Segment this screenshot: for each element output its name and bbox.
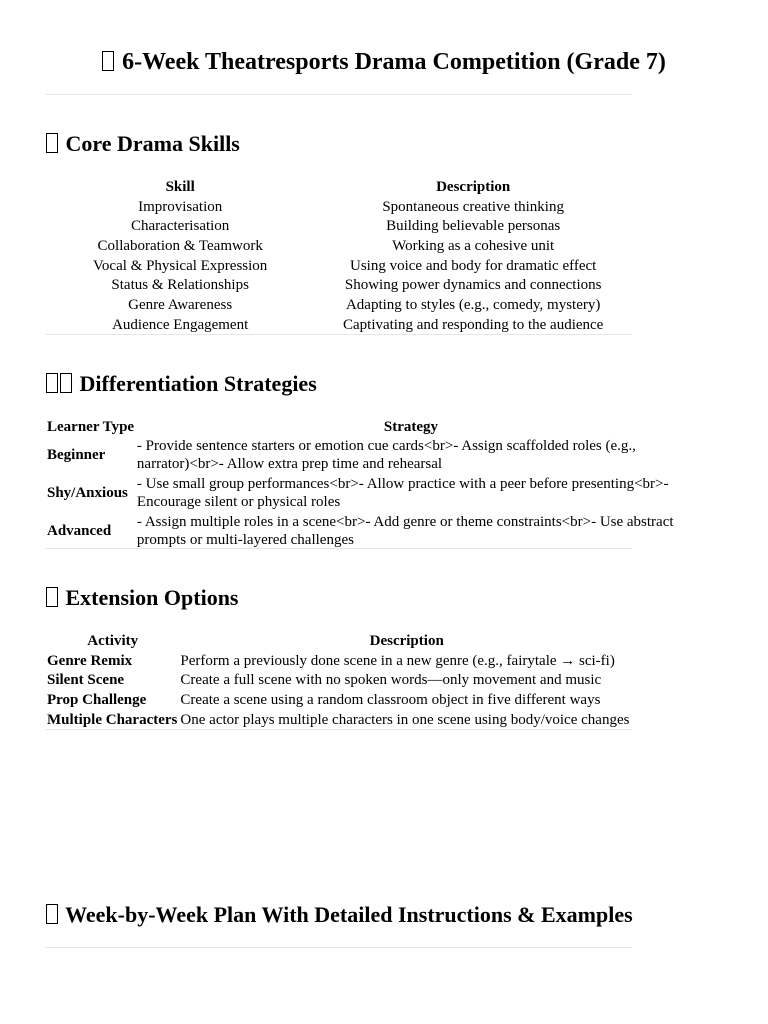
missing-glyph-icon	[46, 587, 58, 607]
table-row	[46, 690, 634, 710]
column-header-description: Description	[436, 178, 511, 195]
missing-glyph-icon	[102, 51, 114, 71]
skill-cell: Collaboration & Teamwork	[97, 237, 263, 254]
activity-cell: Genre Remix	[47, 652, 133, 669]
strategy-cell: - Assign multiple roles in a scene<br>- Add genre or theme constraints<br>- Use abstract prompts or multi-layered challenges	[136, 514, 674, 548]
table-header-row	[46, 417, 686, 436]
skill-cell: Vocal & Physical Expression	[93, 257, 268, 274]
table-row	[46, 197, 632, 217]
column-header-strategy: Strategy	[383, 418, 439, 435]
learner-type-cell: Beginner	[47, 447, 106, 463]
page-title	[0, 44, 768, 80]
core-skills-table	[46, 177, 632, 335]
column-header-skill: Skill	[165, 178, 195, 195]
description-cell: Showing power dynamics and connections	[344, 277, 602, 294]
differentiation-heading-text: Differentiation Strategies	[79, 371, 317, 396]
missing-glyph-icon	[46, 133, 58, 153]
table-row	[46, 256, 632, 276]
skill-cell: Improvisation	[138, 198, 223, 215]
description-cell: Captivating and responding to the audience	[342, 316, 604, 333]
strategy-cell: - Provide sentence starters or emotion cue cards<br>- Assign scaffolded roles (e.g., narrator)<br>- Allow extra prep time and rehearsal	[136, 438, 636, 472]
section-divider	[45, 947, 632, 948]
table-row	[46, 236, 632, 256]
page-title-text: 6-Week Theatresports Drama Competition (Grade 7)	[122, 49, 666, 75]
activity-cell: Prop Challenge	[47, 691, 147, 708]
table-row	[46, 512, 686, 550]
table-header-row	[46, 177, 632, 197]
table-row	[46, 474, 686, 512]
missing-glyph-icon	[46, 373, 58, 393]
table-row	[46, 275, 632, 295]
description-cell: Building believable personas	[386, 218, 561, 235]
table-row	[46, 436, 686, 474]
differentiation-table	[46, 417, 686, 550]
table-header-row	[46, 631, 634, 651]
table-row	[46, 670, 634, 690]
description-cell: Using voice and body for dramatic effect	[350, 257, 597, 274]
section-divider	[45, 729, 632, 730]
differentiation-heading	[46, 369, 317, 399]
column-header-activity: Activity	[87, 632, 139, 649]
activity-cell: Multiple Characters	[47, 711, 178, 728]
strategy-cell: - Use small group performances<br>- Allow practice with a peer before presenting<br>- Encourage silent or physical roles	[136, 476, 669, 510]
skill-cell: Audience Engagement	[112, 316, 249, 333]
table-row	[46, 216, 632, 236]
core-skills-heading-text: Core Drama Skills	[65, 131, 240, 156]
skill-cell: Status & Relationships	[111, 277, 249, 294]
description-cell: One actor plays multiple characters in one scene using body/voice changes	[180, 711, 630, 728]
column-header-description: Description	[369, 632, 444, 649]
extension-table	[46, 631, 634, 729]
learner-type-cell: Advanced	[47, 523, 112, 539]
activity-cell: Silent Scene	[47, 672, 125, 689]
extension-heading	[46, 583, 239, 613]
table-row	[46, 710, 634, 730]
skill-cell: Characterisation	[131, 218, 230, 235]
extension-heading-text: Extension Options	[65, 585, 239, 610]
table-row	[46, 651, 634, 671]
section-divider	[45, 334, 632, 335]
column-header-learner-type: Learner Type	[47, 418, 135, 435]
section-divider	[45, 548, 632, 549]
title-divider	[45, 94, 632, 95]
description-cell: Perform a previously done scene in a new genre (e.g., fairytale → sci-fi)	[180, 652, 615, 669]
table-row	[46, 295, 632, 315]
table-row	[46, 315, 632, 335]
missing-glyph-icon	[46, 904, 58, 924]
description-cell: Create a scene using a random classroom object in five different ways	[180, 691, 601, 708]
description-cell: Spontaneous creative thinking	[382, 198, 564, 215]
missing-glyph-icon	[60, 373, 72, 393]
core-skills-heading	[46, 129, 240, 159]
learner-type-cell: Shy/Anxious	[47, 485, 128, 501]
description-cell: Working as a cohesive unit	[392, 237, 555, 254]
description-cell: Adapting to styles (e.g., comedy, mystery)	[345, 296, 601, 313]
weekly-plan-heading-text: Week-by-Week Plan With Detailed Instructions & Examples	[65, 902, 633, 927]
description-cell: Create a full scene with no spoken words—only movement and music	[180, 672, 602, 689]
skill-cell: Genre Awareness	[128, 296, 233, 313]
weekly-plan-heading	[46, 900, 633, 930]
